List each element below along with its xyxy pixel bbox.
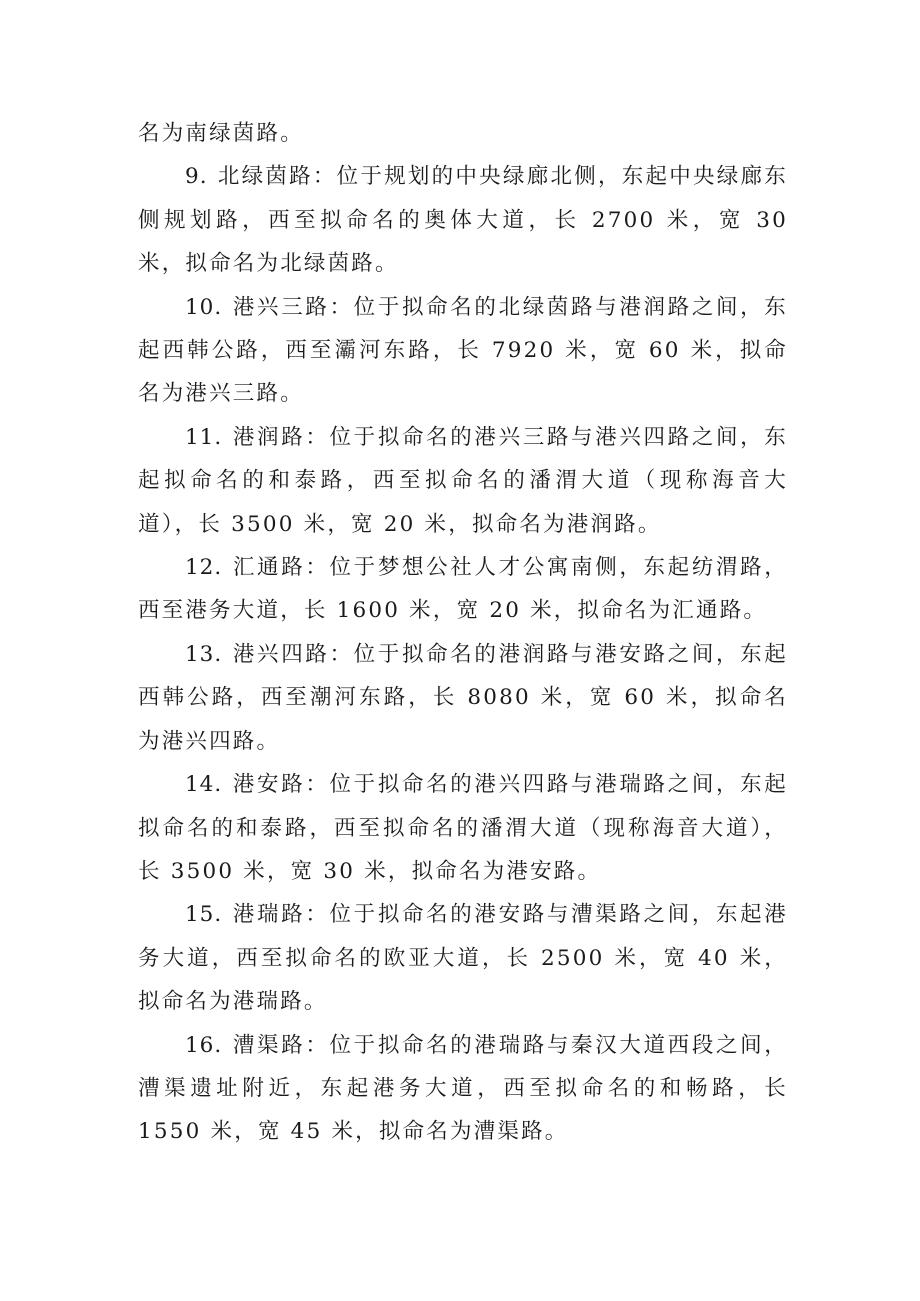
item-text: . 汇通路：位于梦想公社人才公寓南侧，东起纺渭路，西至港务大道，长 1600 米，宽 20 米，拟命名为汇通路。 xyxy=(138,555,788,624)
item-number: 14 xyxy=(185,772,215,798)
item-paragraph-12 xyxy=(138,546,788,633)
item-text: . 港兴三路：位于拟命名的北绿茵路与港润路之间，东起西韩公路，西至灞河东路，长 7920 米，宽 60 米，拟命名为港兴三路。 xyxy=(138,294,788,407)
paragraph-text: 名为南绿茵路。 xyxy=(138,121,304,146)
item-number: 16 xyxy=(185,1032,215,1058)
item-text: . 港兴四路：位于拟命名的港润路与港安路之间，东起西韩公路，西至潮河东路，长 8080 米，宽 60 米，拟命名为港兴四路。 xyxy=(138,641,788,754)
document-page xyxy=(138,112,788,1154)
item-paragraph-11 xyxy=(138,416,788,546)
item-paragraph-15 xyxy=(138,893,788,1023)
item-number: 15 xyxy=(185,902,215,928)
item-text: . 北绿茵路：位于规划的中央绿廊北侧，东起中央绿廊东侧规划路，西至拟命名的奥体大道，长 2700 米，宽 30 米，拟命名为北绿茵路。 xyxy=(138,164,788,277)
item-paragraph-13 xyxy=(138,633,788,763)
item-paragraph-9 xyxy=(138,155,788,285)
item-paragraph-14 xyxy=(138,763,788,893)
item-number: 11 xyxy=(185,424,215,450)
item-text: . 港润路：位于拟命名的港兴三路与港兴四路之间，东起拟命名的和泰路，西至拟命名的潘渭大道（现称海音大道），长 3500 米，宽 20 米，拟命名为港润路。 xyxy=(138,424,788,537)
item-paragraph-10 xyxy=(138,286,788,416)
item-text: . 港瑞路：位于拟命名的港安路与漕渠路之间，东起港务大道，西至拟命名的欧亚大道，长 2500 米，宽 40 米，拟命名为港瑞路。 xyxy=(138,902,788,1015)
item-number: 12 xyxy=(185,555,215,581)
item-number: 10 xyxy=(185,294,215,320)
item-paragraph-16 xyxy=(138,1024,788,1154)
item-text: . 港安路：位于拟命名的港兴四路与港瑞路之间，东起拟命名的和泰路，西至拟命名的潘渭大道（现称海音大道），长 3500 米，宽 30 米，拟命名为港安路。 xyxy=(138,772,788,884)
continuation-paragraph xyxy=(138,112,788,155)
item-text: . 漕渠路：位于拟命名的港瑞路与秦汉大道西段之间，漕渠遗址附近，东起港务大道，西至拟命名的和畅路，长 1550 米，宽 45 米，拟命名为漕渠路。 xyxy=(138,1032,788,1145)
item-number: 9 xyxy=(185,164,200,190)
item-number: 13 xyxy=(185,641,215,667)
